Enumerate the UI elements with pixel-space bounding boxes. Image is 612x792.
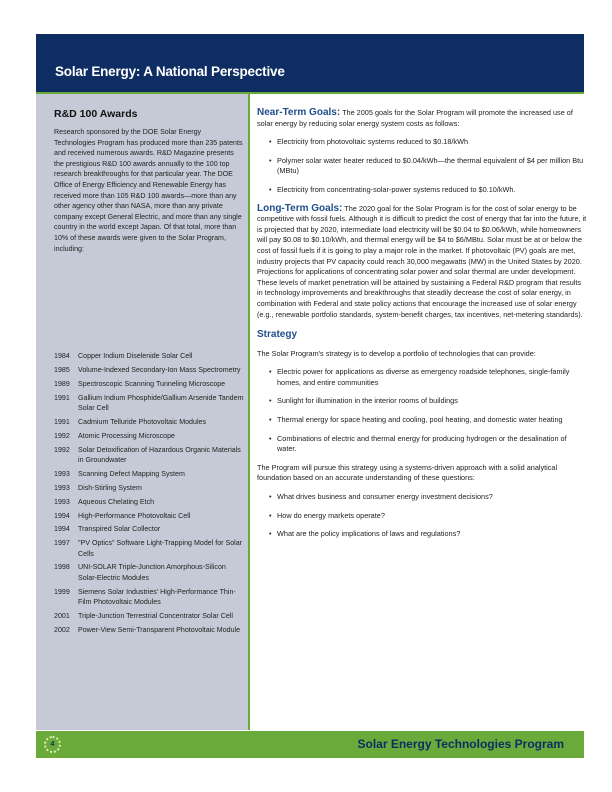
award-name: High-Performance Photovoltaic Cell xyxy=(78,511,191,520)
page-number-sun-icon: 4 xyxy=(44,736,61,753)
award-name: Transpired Solar Collector xyxy=(78,525,161,534)
award-item xyxy=(54,365,244,375)
award-year: 2002 xyxy=(54,625,70,634)
award-item xyxy=(54,497,244,507)
award-item xyxy=(54,524,244,534)
approach-text: The Program will pursue this strategy using a systems-driven approach with a solid analytical foundation based on an accurate understanding of these questions: xyxy=(257,462,558,483)
strategy-heading: Strategy xyxy=(257,329,298,341)
award-name: Scanning Defect Mapping System xyxy=(78,469,185,478)
award-name: Cadmium Telluride Photovoltaic Modules xyxy=(78,417,207,426)
award-year: 2001 xyxy=(54,611,70,620)
award-name: Triple-Junction Terrestrial Concentrator Solar Cell xyxy=(78,611,233,620)
sidebar-awards xyxy=(36,94,250,730)
award-name: Volume-Indexed Secondary-Ion Mass Spectrometry xyxy=(78,365,241,374)
award-name: Gallium Indium Phosphide/Gallium Arsenide Tandem Solar Cell xyxy=(78,393,244,412)
award-name: "PV Optics" Software Light-Trapping Model for Solar Cells xyxy=(78,539,243,558)
strategy-list xyxy=(257,367,587,455)
award-year: 1994 xyxy=(54,511,70,520)
award-year: 1992 xyxy=(54,445,70,454)
near-term-text: The 2005 goals for the Solar Program will promote the increased use of solar energy by reducing solar energy system costs as follows: xyxy=(257,108,573,128)
bullet-item: • Sunlight for illumination in the interior rooms of buildings xyxy=(269,396,587,407)
bullet-item: • Electricity from photovoltaic systems reduced to $0.18/kWh xyxy=(269,137,587,148)
sidebar-title: R&D 100 Awards xyxy=(54,108,138,120)
bullet-item: • Electricity from concentrating-solar-power systems reduced to $0.10/kWh. xyxy=(269,185,587,196)
title-banner xyxy=(36,34,584,94)
award-item xyxy=(54,351,244,361)
award-item xyxy=(54,611,244,621)
award-year: 1991 xyxy=(54,393,70,402)
award-name: Dish-Stirling System xyxy=(78,483,142,492)
award-item xyxy=(54,431,244,441)
award-year: 1994 xyxy=(54,525,70,534)
main-content xyxy=(257,108,587,548)
long-term-heading: Long-Term Goals: xyxy=(257,202,343,214)
award-name: Copper Indium Diselenide Solar Cell xyxy=(78,352,193,360)
award-year: 1998 xyxy=(54,563,70,572)
award-name: Siemens Solar Industries' High-Performance Thin-Film Photovoltaic Modules xyxy=(78,587,236,606)
bullet-item: • How do energy markets operate? xyxy=(269,511,587,522)
award-item xyxy=(54,469,244,479)
award-year: 1985 xyxy=(54,365,70,374)
near-term-list xyxy=(257,137,587,195)
bullet-item: • Thermal energy for space heating and cooling, pool heating, and domestic water heating xyxy=(269,415,587,426)
award-item xyxy=(54,379,244,389)
award-item xyxy=(54,483,244,493)
bullet-item: • What drives business and consumer energy investment decisions? xyxy=(269,492,587,503)
award-item xyxy=(54,587,244,608)
award-name: Power-View Semi-Transparent Photovoltaic Module xyxy=(78,625,241,634)
long-term-text: The 2020 goal for the Solar Program is for the cost of solar energy to be competitive with fossil fuels. Although it is difficult to predict the cost of energy that far into the future, it is projected that by 2020, intermediate load electricity will be $0.04 to $0.06/kWh, while homeowners will pay $0.08 to $0.10/kWh, and thermal energy will be $4 to $6/MBtu. Solar must be at or below the cost of fossil fuels if it is going to play a major role in the market. If photovoltaic (PV) goals are met, industry projects that PV capacity could reach 30,000 megawatts (MW) in the United States by 2020. Projections for applications of concentrating solar power and solar thermal are under development. These levels of market penetration will be attained by sustaining a Federal R&D program that results in technology improvements and breakthroughs that steadily decrease the cost of solar energy, in combination with Federal and state policy actions that encourage the increased use of solar energy (e.g., renewable portfolio standards, system-benefit charges, tax incentives, net-metering standards). xyxy=(257,203,587,319)
award-year: 1984 xyxy=(54,352,70,360)
award-item xyxy=(54,445,244,466)
award-year: 1989 xyxy=(54,379,70,388)
footer-bar xyxy=(36,731,584,758)
program-name: Solar Energy Technologies Program xyxy=(357,737,564,751)
award-item xyxy=(54,538,244,559)
bullet-item: • Combinations of electric and thermal energy for producing hydrogen or the desalination of water. xyxy=(269,434,587,455)
bullet-item: • Polymer solar water heater reduced to $0.04/kWh—the thermal equivalent of $4 per million Btu (MBtu) xyxy=(269,156,587,177)
bullet-item: • Electric power for applications as diverse as emergency roadside telephones, single-family homes, and entire communities xyxy=(269,367,587,388)
page-title: Solar Energy: A National Perspective xyxy=(55,64,285,79)
award-year: 1993 xyxy=(54,483,70,492)
award-name: Solar Detoxification of Hazardous Organic Materials in Groundwater xyxy=(78,445,241,464)
award-year: 1991 xyxy=(54,417,70,426)
award-item xyxy=(54,625,244,635)
award-year: 1997 xyxy=(54,539,70,548)
award-year: 1993 xyxy=(54,469,70,478)
award-item xyxy=(54,417,244,427)
award-year: 1993 xyxy=(54,497,70,506)
award-item xyxy=(54,562,244,583)
award-name: Atomic Processing Microscope xyxy=(78,431,175,440)
near-term-paragraph xyxy=(257,108,587,129)
questions-list xyxy=(257,492,587,540)
long-term-paragraph xyxy=(257,204,587,321)
sidebar-intro: Research sponsored by the DOE Solar Energy Technologies Program has produced more than 235 patents and received numerous awards. R&D Magazine presents the prestigious R&D 100 awards annually to the 100 top research breakthroughs for that particular year. The DOE Office of Energy Efficiency and Renewable Energy has received more than 105 R&D 100 awards—more than any other agency other than NASA, more than any private company except General Electric, and more than any single country in the world except Japan. Of that total, more than 10% of these awards were given to the Solar Program, including: xyxy=(54,128,243,253)
award-item xyxy=(54,393,244,414)
strategy-intro: The Solar Program's strategy is to develop a portfolio of technologies that can provide: xyxy=(257,348,536,358)
bullet-item: • What are the policy implications of laws and regulations? xyxy=(269,529,587,540)
award-name: Aqueous Chelating Etch xyxy=(78,497,155,506)
award-item xyxy=(54,511,244,521)
awards-list xyxy=(54,351,244,639)
award-name: Spectroscopic Scanning Tunneling Microscope xyxy=(78,379,226,388)
award-year: 1999 xyxy=(54,587,70,596)
award-name: UNI-SOLAR Triple-Junction Amorphous-Silicon Solar-Electric Modules xyxy=(78,563,226,582)
near-term-heading: Near-Term Goals: xyxy=(257,107,341,118)
award-year: 1992 xyxy=(54,431,70,440)
